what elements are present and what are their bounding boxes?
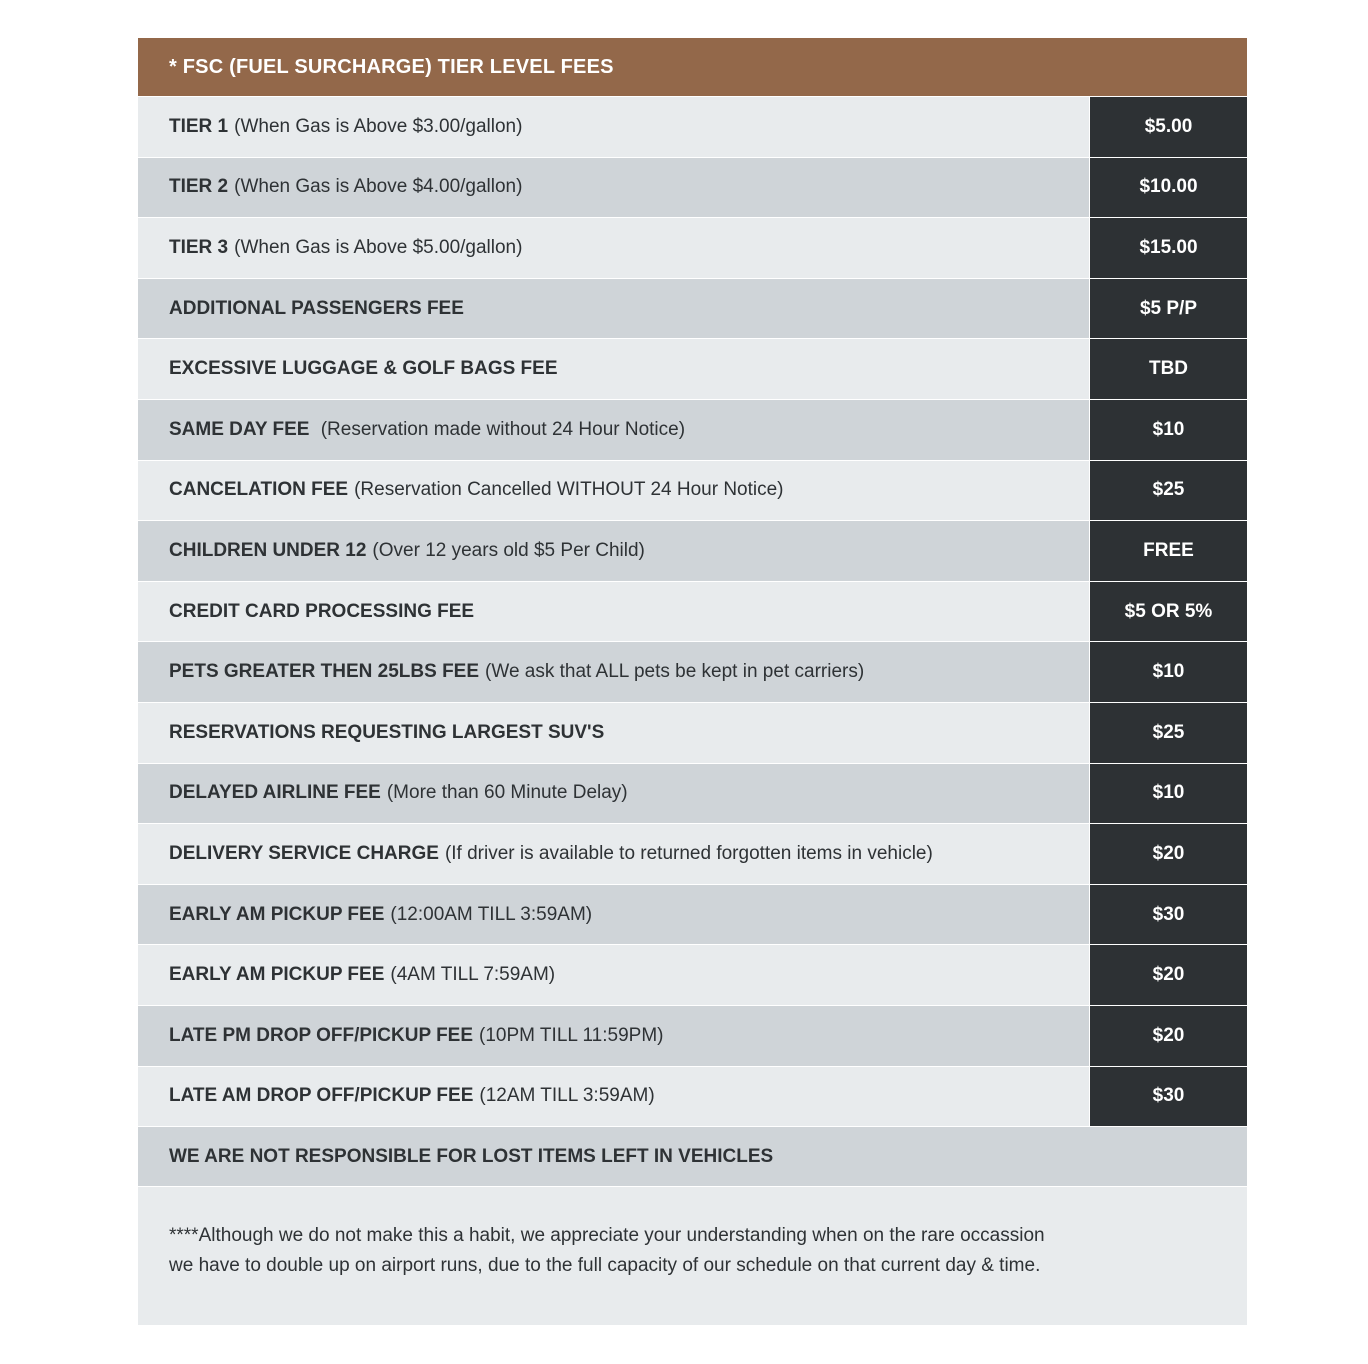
fee-table-title: * FSC (FUEL SURCHARGE) TIER LEVEL FEES [169, 55, 614, 78]
fee-row [138, 1067, 1247, 1128]
fee-label: TIER 1 [169, 115, 229, 137]
fee-rows [138, 97, 1247, 1127]
fee-label: CREDIT CARD PROCESSING FEE [169, 600, 475, 622]
fee-row [138, 339, 1247, 400]
fee-description [138, 945, 1089, 1005]
fee-description [138, 885, 1089, 945]
fee-detail: (When Gas is Above $5.00/gallon) [234, 236, 523, 258]
fee-price: $30 [1089, 885, 1247, 945]
fee-label: PETS GREATER THEN 25LBS FEE [169, 661, 480, 683]
fee-row [138, 521, 1247, 582]
fee-price: $20 [1089, 945, 1247, 1005]
fee-description [138, 461, 1089, 521]
fee-description [138, 764, 1089, 824]
fee-price: $10 [1089, 642, 1247, 702]
fee-description [138, 642, 1089, 702]
fee-label: ADDITIONAL PASSENGERS FEE [169, 297, 464, 319]
fee-description [138, 218, 1089, 278]
fee-row [138, 461, 1247, 522]
fee-detail: (When Gas is Above $4.00/gallon) [234, 176, 523, 198]
fee-detail: (More than 60 Minute Delay) [386, 782, 628, 804]
fee-row [138, 279, 1247, 340]
fee-row [138, 400, 1247, 461]
fee-description [138, 158, 1089, 218]
fee-label: TIER 3 [169, 236, 229, 258]
fee-label: DELAYED AIRLINE FEE [169, 782, 381, 804]
fee-row [138, 885, 1247, 946]
fee-row [138, 764, 1247, 825]
footnote [138, 1187, 1247, 1325]
fee-description [138, 521, 1089, 581]
fee-description [138, 279, 1089, 339]
notice-text: WE ARE NOT RESPONSIBLE FOR LOST ITEMS LEFT IN VEHICLES [169, 1145, 774, 1167]
fee-price: $30 [1089, 1067, 1247, 1127]
fee-description [138, 1067, 1089, 1127]
fee-detail: (Reservation made without 24 Hour Notice) [315, 418, 686, 440]
fee-description [138, 582, 1089, 642]
fee-detail: (If driver is available to returned forgotten items in vehicle) [444, 842, 933, 864]
fee-description [138, 400, 1089, 460]
fee-row [138, 824, 1247, 885]
fee-price: $25 [1089, 703, 1247, 763]
fee-label: LATE PM DROP OFF/PICKUP FEE [169, 1024, 474, 1046]
footnote-line-2: we have to double up on airport runs, due to the full capacity of our schedule on that current day & time. [169, 1255, 1041, 1277]
fee-price: $10.00 [1089, 158, 1247, 218]
fee-price: $5.00 [1089, 97, 1247, 157]
fee-label: TIER 2 [169, 176, 229, 198]
fee-detail: (12AM TILL 3:59AM) [479, 1085, 655, 1107]
fee-description [138, 339, 1089, 399]
fee-table-header [138, 38, 1247, 97]
fee-description [138, 1006, 1089, 1066]
fee-description [138, 824, 1089, 884]
lost-items-notice [138, 1127, 1247, 1187]
fee-detail: (Over 12 years old $5 Per Child) [372, 539, 645, 561]
fee-label: EARLY AM PICKUP FEE [169, 964, 385, 986]
fee-price: $25 [1089, 461, 1247, 521]
fee-detail: (10PM TILL 11:59PM) [479, 1024, 664, 1046]
fee-row [138, 945, 1247, 1006]
fee-row [138, 218, 1247, 279]
fee-detail: (When Gas is Above $3.00/gallon) [234, 115, 523, 137]
fee-label: EARLY AM PICKUP FEE [169, 903, 385, 925]
fee-label: RESERVATIONS REQUESTING LARGEST SUV'S [169, 721, 605, 743]
fee-price: TBD [1089, 339, 1247, 399]
fee-row [138, 97, 1247, 158]
fee-table [138, 38, 1247, 1325]
fee-label: CANCELATION FEE [169, 479, 349, 501]
fee-price: $10 [1089, 400, 1247, 460]
fee-description [138, 703, 1089, 763]
fee-row [138, 158, 1247, 219]
fee-detail: (4AM TILL 7:59AM) [390, 964, 556, 986]
fee-row [138, 1006, 1247, 1067]
fee-price: $20 [1089, 1006, 1247, 1066]
fee-label: DELIVERY SERVICE CHARGE [169, 842, 439, 864]
fee-label: CHILDREN UNDER 12 [169, 539, 367, 561]
fee-detail: (We ask that ALL pets be kept in pet carriers) [485, 661, 865, 683]
fee-price: $10 [1089, 764, 1247, 824]
fee-detail: (12:00AM TILL 3:59AM) [390, 903, 593, 925]
footnote-line-1: ****Although we do not make this a habit, we appreciate your understanding when on the rare occassion [169, 1225, 1045, 1247]
fee-price: $5 P/P [1089, 279, 1247, 339]
fee-price: $15.00 [1089, 218, 1247, 278]
fee-price: $20 [1089, 824, 1247, 884]
fee-row [138, 582, 1247, 643]
fee-label: EXCESSIVE LUGGAGE & GOLF BAGS FEE [169, 358, 558, 380]
fee-label: SAME DAY FEE [169, 418, 310, 440]
fee-row [138, 642, 1247, 703]
fee-detail: (Reservation Cancelled WITHOUT 24 Hour Notice) [354, 479, 784, 501]
fee-description [138, 97, 1089, 157]
fee-label: LATE AM DROP OFF/PICKUP FEE [169, 1085, 474, 1107]
fee-price: FREE [1089, 521, 1247, 581]
fee-row [138, 703, 1247, 764]
fee-price: $5 OR 5% [1089, 582, 1247, 642]
